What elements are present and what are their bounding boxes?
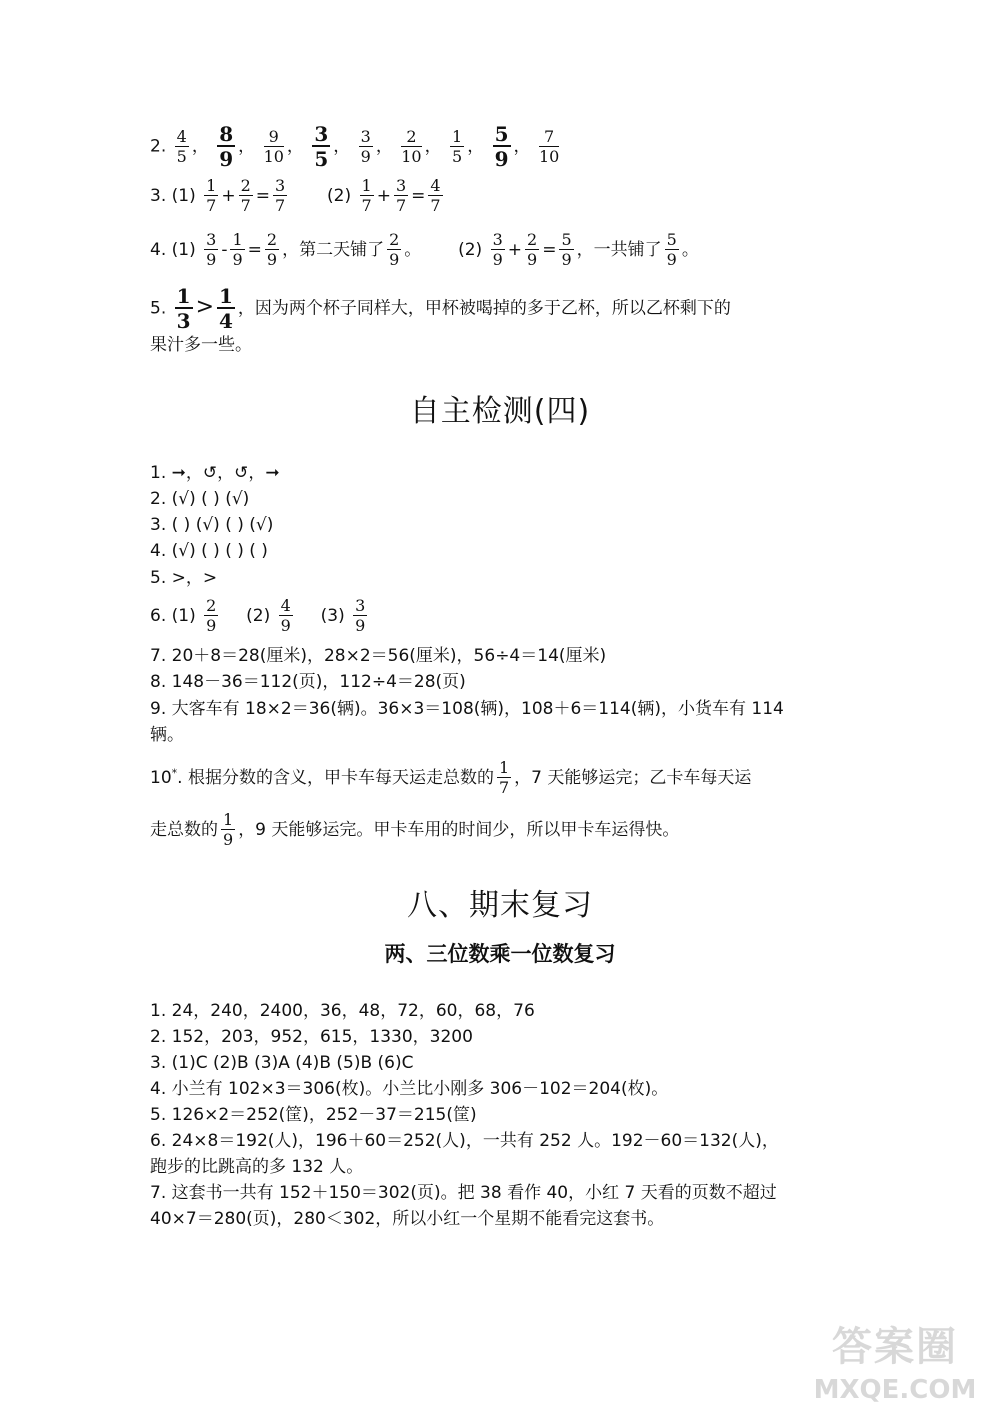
answer-6-cont: 跑步的比跳高的多 132 人。 bbox=[150, 1157, 364, 1177]
answer-label: 2. bbox=[150, 136, 167, 157]
answer-2: 2. 152，203，952，615，1330，3200 bbox=[150, 1027, 473, 1047]
fraction: $\frac{1}{3}$ bbox=[176, 284, 191, 333]
answer-6: 6. (1) $\frac{2}{9}$ (2) $\frac{4}{9}$ (3) $\frac{3}{9}$ bbox=[150, 596, 366, 635]
fraction: $\frac{2}{10}$ bbox=[401, 126, 422, 166]
answer-1: 1. 24，240，2400，36，48，72，60，68，76 bbox=[150, 1001, 535, 1021]
fraction: $\frac{3}{7}$ bbox=[275, 176, 286, 215]
answer-8: 8. 148－36＝112(页)，112÷4＝28(页) bbox=[150, 672, 466, 692]
fraction: $\frac{3}{5}$ bbox=[314, 122, 329, 171]
fraction: $\frac{5}{9}$ bbox=[494, 122, 509, 171]
fraction: $\frac{3}{9}$ bbox=[206, 230, 217, 269]
answer-7-cont: 40×7＝280(页)，280＜302，所以小红一个星期不能看完这套书。 bbox=[150, 1209, 665, 1229]
fraction: $\frac{2}{9}$ bbox=[266, 230, 278, 269]
fraction: $\frac{2}{9}$ bbox=[527, 230, 538, 269]
answer-7: 7. 20＋8＝28(厘米)，28×2＝56(厘米)，56÷4＝14(厘米) bbox=[150, 646, 607, 666]
fraction: $\frac{4}{9}$ bbox=[280, 596, 291, 635]
fraction: $\frac{1}{5}$ bbox=[452, 126, 463, 166]
fraction: $\frac{3}{7}$ bbox=[395, 176, 407, 215]
answer-2: 2. (√) ( ) (√) bbox=[150, 489, 250, 509]
fraction: $\frac{4}{7}$ bbox=[430, 176, 441, 215]
answer-1: 1. ➞，↺，↺，➞ bbox=[150, 463, 280, 483]
answer-10-cont: 走总数的 $\frac{1}{9}$ ，9 天能够运完。甲卡车用的时间少，所以甲卡车运得快。 bbox=[150, 810, 680, 849]
answer-4: 4. 小兰有 102×3＝306(枚)。小兰比小刚多 306－102＝204(枚)。 bbox=[150, 1079, 669, 1099]
answer-3: 3. (1) $\frac{1}{7}$ + $\frac{2}{7}$ = $\frac{3}{7}$ (2) $\frac{1}{7}$ + $\frac{3}{7}$ = $\frac{4}{7}$ bbox=[150, 176, 441, 215]
fraction: $\frac{1}{9}$ bbox=[223, 810, 234, 849]
answer-5: 5. $\frac{1}{3}$ > $\frac{1}{4}$ ，因为两个杯子同样大，甲杯被喝掉的多于乙杯，所以乙杯剩下的 bbox=[150, 284, 731, 333]
fraction: $\frac{1}{4}$ bbox=[219, 284, 233, 333]
watermark-url: MXQE.COM bbox=[813, 1375, 977, 1405]
fraction: $\frac{4}{5}$ bbox=[176, 126, 187, 166]
chapter-title: 八、期末复习 bbox=[407, 888, 593, 923]
fraction: $\frac{2}{9}$ bbox=[206, 596, 217, 635]
fraction: $\frac{1}{7}$ bbox=[498, 758, 510, 797]
fraction: $\frac{9}{10}$ bbox=[263, 126, 284, 166]
fraction: $\frac{7}{10}$ bbox=[538, 126, 560, 166]
watermark-logo bbox=[800, 1315, 990, 1405]
fraction: $\frac{1}{9}$ bbox=[232, 230, 243, 269]
fraction: $\frac{3}{9}$ bbox=[492, 230, 503, 269]
section-subtitle: 两、三位数乘一位数复习 bbox=[384, 942, 616, 966]
fraction: $\frac{3}{9}$ bbox=[360, 126, 371, 166]
answer-7: 7. 这套书一共有 152＋150＝302(页)。把 38 看作 40，小红 7 天看的页数不超过 bbox=[150, 1183, 777, 1203]
answer-4: 4. (√) ( ) ( ) ( ) bbox=[150, 541, 268, 561]
answer-3: 3. ( ) (√) ( ) (√) bbox=[150, 515, 274, 535]
fraction: $\frac{1}{7}$ bbox=[206, 176, 217, 215]
answer-9: 9. 大客车有 18×2＝36(辆)。36×3＝108(辆)，108＋6＝114(辆)，小货车有 114 bbox=[150, 699, 784, 719]
section-title: 自主检测(四) bbox=[409, 394, 591, 429]
answer-5: 5. >，> bbox=[150, 568, 218, 588]
answer-3: 3. (1)C (2)B (3)A (4)B (5)B (6)C bbox=[150, 1053, 414, 1073]
answer-9-cont: 辆。 bbox=[150, 725, 184, 745]
answer-10: 10*. 根据分数的含义，甲卡车每天运走总数的 $\frac{1}{7}$ ，7 天能够运完；乙卡车每天运 bbox=[150, 758, 752, 797]
fraction: $\frac{2}{7}$ bbox=[240, 176, 251, 215]
answer-5-cont: 果汁多一些。 bbox=[150, 335, 252, 355]
fraction: $\frac{8}{9}$ bbox=[219, 122, 234, 171]
answer-2: 2. $\frac{4}{5}$ ， $\frac{8}{9}$ ， $\frac{9}{10}$ ， $\frac{3}{5}$ ， $\frac{3}{9}$ ， $\frac{2}{10}$ ， $\frac{1}{5}$ ， $\frac{5}{9}$ ， $\frac{7}{10}$ bbox=[150, 122, 560, 171]
fraction: $\frac{5}{9}$ bbox=[561, 230, 572, 269]
answer-4: 4. (1) $\frac{3}{9}$ - $\frac{1}{9}$ = $\frac{2}{9}$ ，第二天铺了 $\frac{2}{9}$ 。 (2) $\frac{3}{9}$ + $\frac{2}{9}$ = $\frac{5}{9}$ ，一共铺了 $\frac{5}{9}$ 。 bbox=[150, 230, 699, 269]
fraction: $\frac{5}{9}$ bbox=[666, 230, 677, 269]
fraction: $\frac{3}{9}$ bbox=[355, 596, 366, 635]
watermark-text: 答案圈 bbox=[832, 1324, 958, 1370]
answer-6: 6. 24×8＝192(人)，196＋60＝252(人)，一共有 252 人。192－60＝132(人)， bbox=[150, 1131, 779, 1151]
fraction: $\frac{1}{7}$ bbox=[361, 176, 372, 215]
fraction: $\frac{2}{9}$ bbox=[389, 230, 400, 269]
answer-5: 5. 126×2＝252(筐)，252－37＝215(筐) bbox=[150, 1105, 477, 1125]
